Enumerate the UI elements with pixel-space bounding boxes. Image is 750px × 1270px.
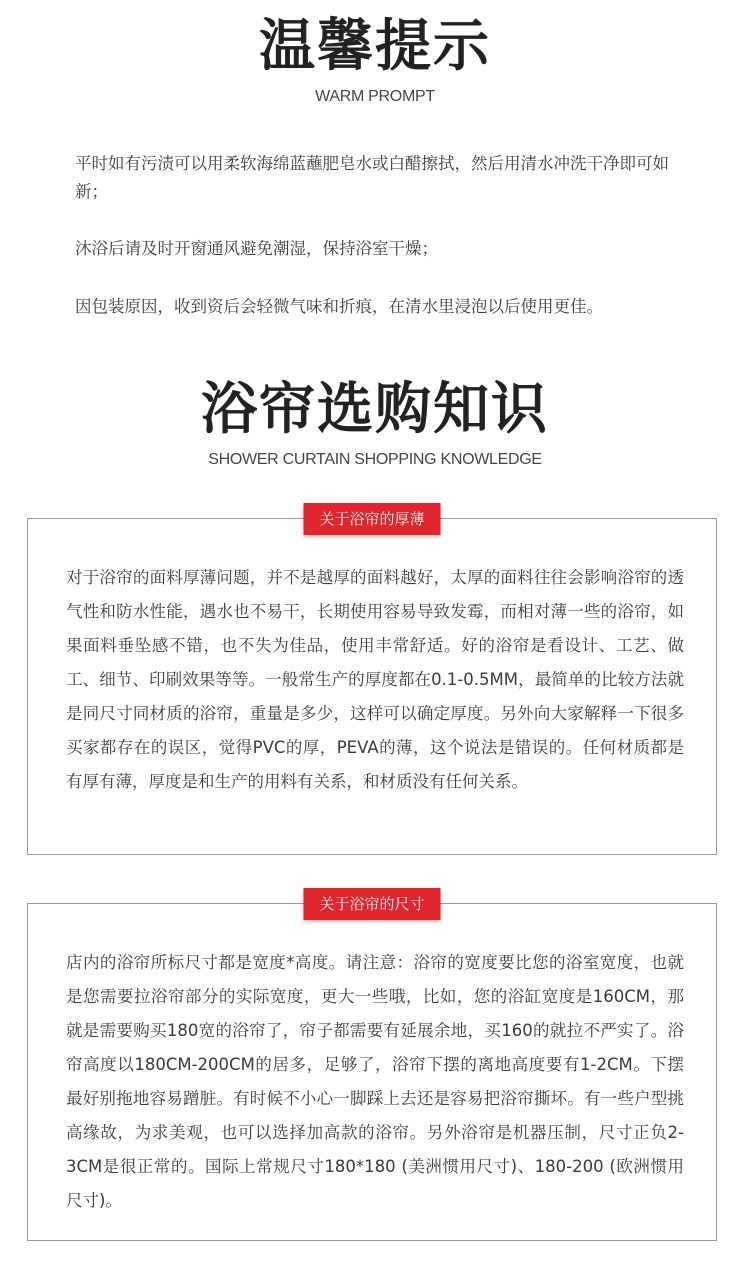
size-badge: 关于浴帘的尺寸 (303, 888, 440, 920)
size-text: 店内的浴帘所标尺寸都是宽度*高度。请注意：浴帘的宽度要比您的浴室宽度，也就是您需要拉浴帘部分的实际宽度，更大一些哦，比如，您的浴缸宽度是160CM，那就是需要购买180宽的浴帘了，帘子都需要有延展余地，买160的就拉不严实了。浴帘高度以180CM-200CM的居多，足够了，浴帘下摆的离地高度要有1-2CM。下摆最好别拖地容易蹭脏。有时候不小心一脚踩上去还是容易把浴帘撕坏。有一些户型挑高缘故，为求美观，也可以选择加高款的浴帘。另外浴帘是机器压制，尺寸正负2-3CM是很正常的。国际上常规尺寸180*180 (美洲惯用尺寸)、180-200 (欧洲惯用尺寸)。 (66, 953, 684, 1210)
size-section (27, 895, 717, 1241)
thickness-text: 对于浴帘的面料厚薄问题，并不是越厚的面料越好，太厚的面料往往会影响浴帘的透气性和防水性能，遇水也不易干，长期使用容易导致发霉，而相对薄一些的浴帘，如果面料垂坠感不错，也不失为佳品，使用丰常舒适。好的浴帘是看设计、工艺、做工、细节、印刷效果等等。一般常生产的厚度都在0.1-0.5MM，最简单的比较方法就是同尺寸同材质的浴帘，重量是多少，这样可以确定厚度。另外向大家解释一下很多买家都存在的误区，觉得PVC的厚，PEVA的薄，这个说法是错误的。任何材质都是有厚有薄，厚度是和生产的用料有关系，和材质没有任何关系。 (66, 568, 684, 791)
tip-item: 因包装原因，收到资后会轻微气味和折痕，在清水里浸泡以后使用更佳。 (75, 297, 603, 316)
warm-prompt-title: 温馨提示 (259, 14, 491, 79)
thickness-badge: 关于浴帘的厚薄 (303, 503, 440, 535)
thickness-section (27, 510, 717, 855)
knowledge-subtitle: SHOWER CURTAIN SHOPPING KNOWLEDGE (208, 451, 542, 468)
tip-item: 平时如有污渍可以用柔软海绵蓝蘸肥皂水或白醋擦拭，然后用清水冲洗干净即可如新； (75, 154, 669, 201)
knowledge-title: 浴帘选购知识 (201, 377, 549, 442)
warm-prompt-subtitle: WARM PROMPT (315, 88, 435, 105)
tip-item: 沐浴后请及时开窗通风避免潮湿，保持浴室干燥； (75, 239, 438, 258)
